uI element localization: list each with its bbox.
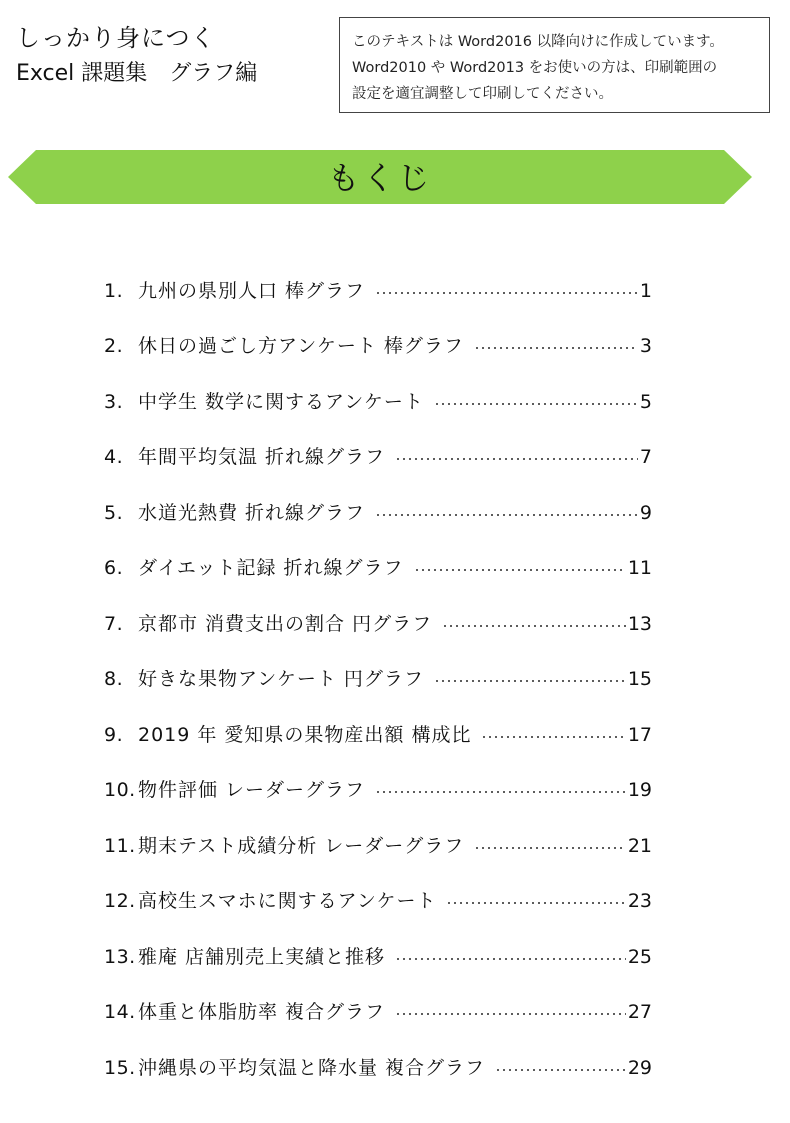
dot-leader bbox=[495, 1069, 626, 1071]
toc-item-number: 3. bbox=[104, 391, 124, 413]
toc-item-title: 中学生 数学に関するアンケート bbox=[138, 391, 424, 413]
dot-leader bbox=[395, 1013, 626, 1015]
toc-item-title: 期末テスト成績分析 レーダーグラフ bbox=[138, 835, 465, 857]
toc-item[interactable] bbox=[104, 442, 652, 472]
toc-item-title: 京都市 消費支出の割合 円グラフ bbox=[138, 613, 433, 635]
dot-leader bbox=[395, 958, 626, 960]
toc-item-page: 9 bbox=[639, 502, 652, 524]
dot-leader bbox=[375, 791, 626, 793]
dot-leader bbox=[375, 514, 638, 516]
toc-item-title: ダイエット記録 折れ線グラフ bbox=[138, 557, 404, 579]
toc-item-number: 5. bbox=[104, 502, 124, 524]
toc-item[interactable] bbox=[104, 498, 652, 528]
dot-leader bbox=[414, 569, 626, 571]
toc-item-title: 高校生スマホに関するアンケート bbox=[138, 890, 437, 912]
toc-item[interactable] bbox=[104, 775, 652, 805]
dot-leader bbox=[481, 736, 625, 738]
toc-item-number: 4. bbox=[104, 446, 124, 468]
note-line: このテキストは Word2016 以降向けに作成しています。 bbox=[352, 34, 724, 50]
toc-item-page: 21 bbox=[627, 835, 652, 857]
toc-item-page: 15 bbox=[627, 668, 652, 690]
toc-item-title: 水道光熱費 折れ線グラフ bbox=[138, 502, 366, 524]
toc-item-title: 2019 年 愛知県の果物産出額 構成比 bbox=[138, 724, 472, 746]
toc-item-page: 5 bbox=[639, 391, 652, 413]
toc-item-page: 11 bbox=[627, 557, 652, 579]
toc-item-title: 雅庵 店舗別売上実績と推移 bbox=[138, 946, 386, 968]
toc-item-page: 25 bbox=[627, 946, 652, 968]
dot-leader bbox=[375, 292, 638, 294]
toc-item-title: 九州の県別人口 棒グラフ bbox=[138, 280, 366, 302]
toc-item[interactable] bbox=[104, 664, 652, 694]
toc-item-number: 12. bbox=[104, 890, 136, 912]
toc-item[interactable] bbox=[104, 831, 652, 861]
toc-item-number: 7. bbox=[104, 613, 124, 635]
note-line: Word2010 や Word2013 をお使いの方は、印刷範囲の bbox=[352, 60, 718, 76]
toc-item-title: 体重と体脂肪率 複合グラフ bbox=[138, 1001, 386, 1023]
dot-leader bbox=[442, 625, 626, 627]
toc-item-number: 15. bbox=[104, 1057, 136, 1079]
toc-item-page: 29 bbox=[627, 1057, 652, 1079]
toc-item-number: 14. bbox=[104, 1001, 136, 1023]
toc-item[interactable] bbox=[104, 886, 652, 916]
toc-item-number: 10. bbox=[104, 779, 136, 801]
toc-item-title: 沖縄県の平均気温と降水量 複合グラフ bbox=[138, 1057, 486, 1079]
toc-item[interactable] bbox=[104, 942, 652, 972]
toc-item-number: 13. bbox=[104, 946, 136, 968]
toc-item-number: 9. bbox=[104, 724, 124, 746]
document-title bbox=[16, 22, 257, 90]
toc-item-title: 物件評価 レーダーグラフ bbox=[138, 779, 366, 801]
toc-item[interactable] bbox=[104, 331, 652, 361]
toc-item-page: 13 bbox=[627, 613, 652, 635]
toc-item-title: 年間平均気温 折れ線グラフ bbox=[138, 446, 386, 468]
toc-item-page: 17 bbox=[627, 724, 652, 746]
toc-item-number: 2. bbox=[104, 335, 124, 357]
toc-item[interactable] bbox=[104, 609, 652, 639]
toc-item-number: 1. bbox=[104, 280, 124, 302]
toc-heading: もくじ bbox=[327, 159, 433, 197]
title-line-2: Excel 課題集 グラフ編 bbox=[16, 61, 258, 86]
toc-item[interactable] bbox=[104, 997, 652, 1027]
toc-item-title: 休日の過ごし方アンケート 棒グラフ bbox=[138, 335, 464, 357]
toc-item[interactable] bbox=[104, 720, 652, 750]
dot-leader bbox=[395, 458, 638, 460]
toc-item-page: 1 bbox=[639, 280, 652, 302]
toc-item-number: 6. bbox=[104, 557, 124, 579]
toc-item[interactable] bbox=[104, 387, 652, 417]
title-line-1: しっかり身につく bbox=[16, 24, 216, 52]
dot-leader bbox=[434, 403, 638, 405]
dot-leader bbox=[474, 847, 626, 849]
toc-item-number: 8. bbox=[104, 668, 124, 690]
toc-item-page: 3 bbox=[639, 335, 652, 357]
toc-item[interactable] bbox=[104, 276, 652, 306]
toc-item-page: 19 bbox=[627, 779, 652, 801]
toc-item-number: 11. bbox=[104, 835, 136, 857]
compatibility-note bbox=[339, 17, 770, 113]
toc-item[interactable] bbox=[104, 1053, 652, 1083]
toc-item[interactable] bbox=[104, 553, 652, 583]
toc-item-page: 23 bbox=[627, 890, 652, 912]
toc-item-page: 7 bbox=[639, 446, 652, 468]
dot-leader bbox=[474, 347, 638, 349]
toc-banner bbox=[8, 150, 752, 204]
note-line: 設定を適宜調整して印刷してください。 bbox=[352, 86, 613, 102]
toc-item-page: 27 bbox=[627, 1001, 652, 1023]
dot-leader bbox=[446, 902, 625, 904]
dot-leader bbox=[434, 680, 626, 682]
toc-item-title: 好きな果物アンケート 円グラフ bbox=[138, 668, 424, 690]
